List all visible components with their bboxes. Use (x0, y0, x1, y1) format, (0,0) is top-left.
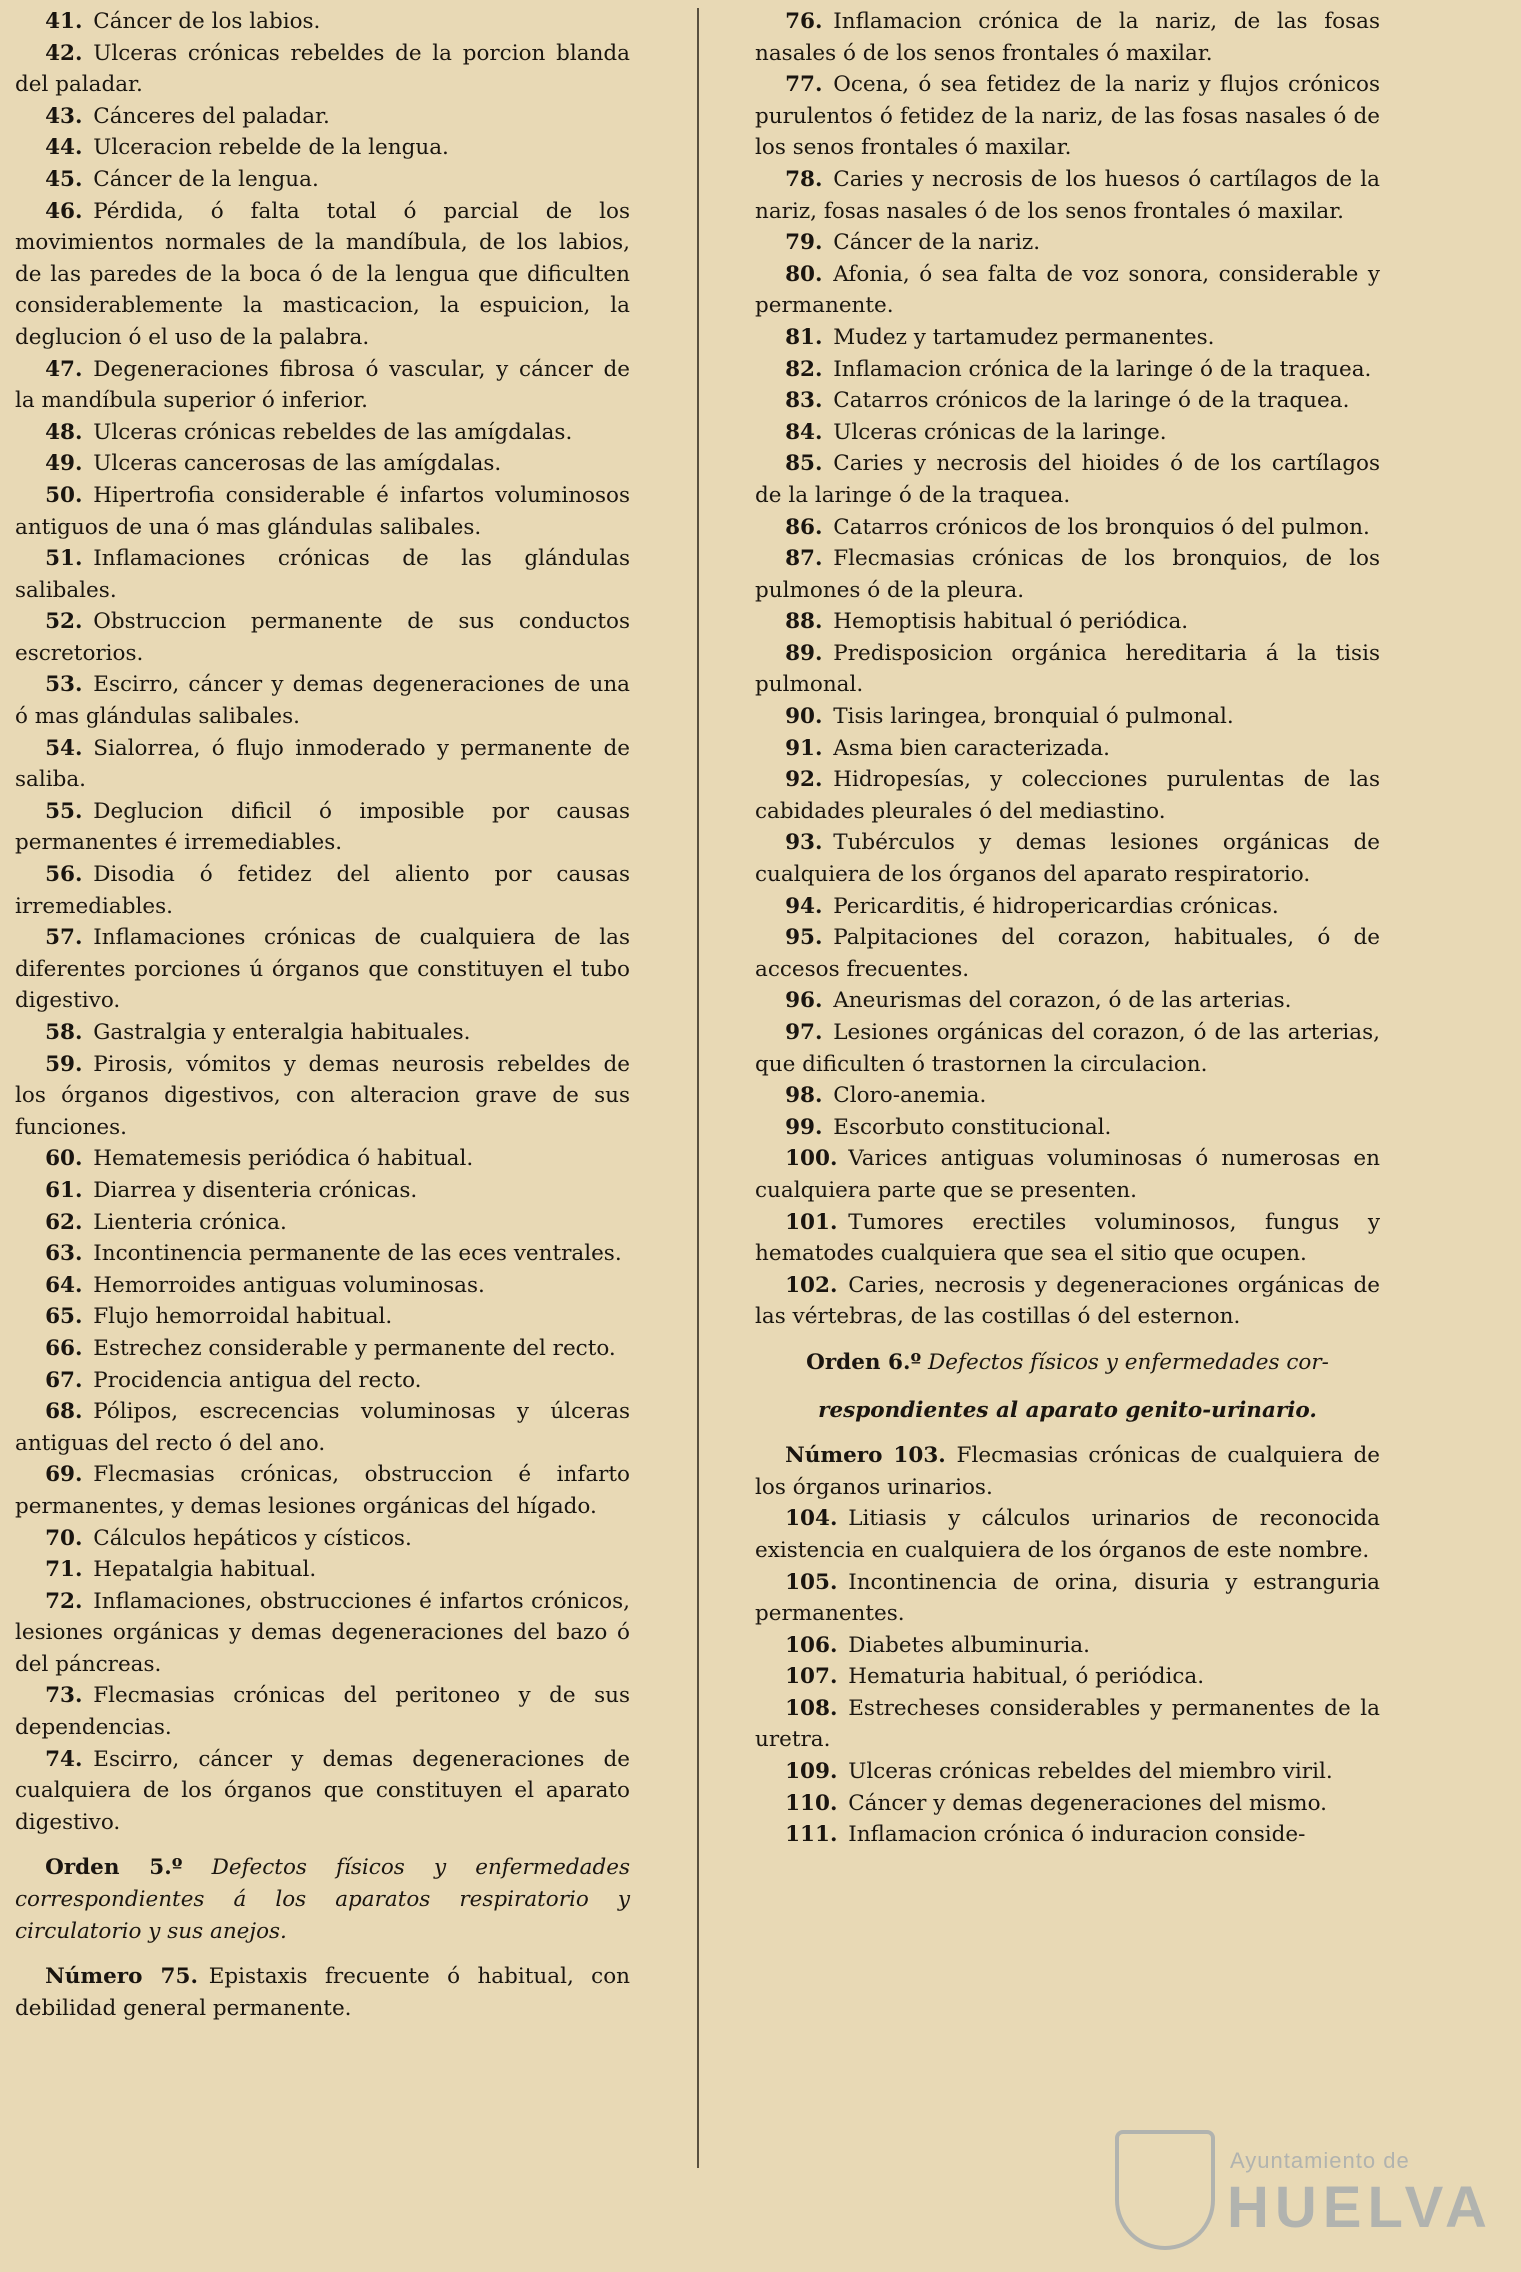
item-text: Cáncer y demas degeneraciones del mismo. (848, 1790, 1327, 1816)
item-number: 65. (45, 1304, 83, 1330)
item-number: 54. (45, 735, 83, 761)
item-text: Escorbuto constitucional. (833, 1114, 1112, 1140)
item-text: Escirro, cáncer y demas degeneraciones de una ó mas glándulas salibales. (15, 672, 630, 730)
item-text: Hematuria habitual, ó periódica. (848, 1664, 1205, 1690)
list-item (755, 448, 1380, 511)
item-number: 99. (785, 1114, 823, 1140)
item-text: Cáncer de la lengua. (93, 166, 319, 192)
item-text: Diabetes albuminuria. (848, 1632, 1090, 1658)
item-text: Ulceras crónicas rebeldes del miembro viril. (848, 1759, 1333, 1785)
section-title: Defectos físicos y enfermedades correspondientes á los aparatos respiratorio y circulatorio y sus anejos. (15, 1855, 630, 1944)
item-text: Ocena, ó sea fetidez de la nariz y flujos crónicos purulentos ó fetidez de la nariz, de las fosas nasales ó de los senos frontales ó maxilar. (755, 72, 1380, 161)
item-number: 109. (785, 1759, 838, 1785)
left-item-list (15, 6, 630, 1838)
item-number: 72. (45, 1588, 83, 1614)
section-label: Orden 5.º (45, 1855, 183, 1881)
list-item (755, 1567, 1380, 1630)
item-number: 44. (45, 135, 83, 161)
item-number: 68. (45, 1399, 83, 1425)
list-item (15, 132, 630, 164)
item-text: Inflamaciones crónicas de cualquiera de las diferentes porciones ú órganos que constituyen el tubo digestivo. (15, 925, 630, 1014)
section-heading-orden-5 (15, 1852, 630, 1947)
list-item (755, 164, 1380, 227)
item-text: Escirro, cáncer y demas degeneraciones de cualquiera de los órganos que constituyen el aparato digestivo. (15, 1746, 630, 1835)
item-text: Flecmasias crónicas del peritoneo y de sus dependencias. (15, 1683, 630, 1741)
item-number: 110. (785, 1790, 838, 1816)
item-number: 46. (45, 198, 83, 224)
item-text: Cáncer de la nariz. (833, 230, 1041, 256)
shield-icon (1115, 2130, 1215, 2250)
item-number: Número 75. (45, 1964, 198, 1990)
item-number: 41. (45, 9, 83, 34)
item-number: 49. (45, 451, 83, 477)
item-text: Inflamacion crónica de la nariz, de las fosas nasales ó de los senos frontales ó maxilar. (755, 9, 1380, 66)
item-number: 43. (45, 103, 83, 129)
right-column (755, 6, 1380, 1851)
list-item (755, 701, 1380, 733)
list-item (15, 101, 630, 133)
item-text: Incontinencia de orina, disuria y estranguria permanentes. (755, 1569, 1380, 1627)
item-number: 73. (45, 1683, 83, 1709)
item-text: Pirosis, vómitos y demas neurosis rebeldes de los órganos digestivos, con alteracion grave de sus funciones. (15, 1051, 630, 1140)
item-text: Flecmasias crónicas de cualquiera de los órganos urinarios. (755, 1443, 1380, 1500)
column-divider (697, 8, 699, 2168)
item-number: 45. (45, 166, 83, 192)
item-number: 97. (785, 1020, 823, 1045)
list-item (15, 543, 630, 606)
item-number: 62. (45, 1209, 83, 1235)
item-text: Cloro-anemia. (833, 1083, 987, 1109)
list-item (755, 1270, 1380, 1333)
item-text: Tumores erectiles voluminosos, fungus y hematodes cualquiera que sea el sitio que ocupen. (755, 1209, 1380, 1267)
list-item (15, 1680, 630, 1743)
list-item (15, 1396, 630, 1459)
list-item (755, 1207, 1380, 1270)
item-text: Ulceras cancerosas de las amígdalas. (93, 451, 502, 477)
list-item (755, 1819, 1380, 1851)
item-number: 82. (785, 356, 823, 382)
item-number: 47. (45, 356, 83, 382)
item-text: Pericarditis, é hidropericardias crónicas. (833, 893, 1279, 919)
section-title-line1: Defectos físicos y enfermedades cor- (928, 1349, 1329, 1375)
section-label: Orden 6.º (806, 1349, 922, 1375)
item-number: 98. (785, 1083, 823, 1109)
list-item (755, 1756, 1380, 1788)
item-number: 84. (785, 419, 823, 445)
item-text: Lesiones orgánicas del corazon, ó de las arterias, que dificulten ó trastornen la circulacion. (755, 1020, 1380, 1077)
item-text: Palpitaciones del corazon, habituales, ó de accesos frecuentes. (755, 925, 1380, 982)
item-text: Disodia ó fetidez del aliento por causas irremediables. (15, 862, 630, 919)
list-item (15, 1143, 630, 1175)
item-number: 51. (45, 546, 83, 572)
list-item (755, 385, 1380, 417)
list-item (15, 1586, 630, 1681)
list-item (755, 259, 1380, 322)
item-text: Flecmasias crónicas de los bronquios, de los pulmones ó de la pleura. (755, 546, 1380, 603)
item-number: 57. (45, 925, 83, 951)
list-item (15, 796, 630, 859)
item-number: 71. (45, 1557, 83, 1583)
list-item (15, 606, 630, 669)
item-text: Inflamacion crónica de la laringe ó de la traquea. (833, 356, 1372, 382)
list-item (755, 543, 1380, 606)
item-text: Incontinencia permanente de las eces ventrales. (93, 1241, 622, 1267)
item-number: 90. (785, 704, 823, 730)
item-number: 88. (785, 609, 823, 635)
item-text: Obstruccion permanente de sus conductos escretorios. (15, 609, 630, 666)
list-item (15, 1301, 630, 1333)
list-item (15, 448, 630, 480)
list-item (755, 1080, 1380, 1112)
item-text: Degeneraciones fibrosa ó vascular, y cáncer de la mandíbula superior ó inferior. (15, 356, 630, 414)
item-number: 63. (45, 1241, 83, 1267)
item-text: Procidencia antigua del recto. (93, 1367, 422, 1393)
left-column (15, 6, 630, 2024)
item-number: 67. (45, 1367, 83, 1393)
item-number: 42. (45, 40, 83, 66)
item-number: 80. (785, 261, 823, 287)
item-text: Estrecheses considerables y permanentes de la uretra. (755, 1695, 1380, 1753)
item-text: Afonia, ó sea falta de voz sonora, considerable y permanente. (755, 261, 1380, 319)
item-text: Catarros crónicos de los bronquios ó del pulmon. (833, 514, 1370, 540)
list-item (15, 1270, 630, 1302)
item-text: Hemorroides antiguas voluminosas. (93, 1272, 485, 1298)
item-text: Tubérculos y demas lesiones orgánicas de cualquiera de los órganos del aparato respiratorio. (755, 830, 1380, 888)
item-number: 50. (45, 482, 83, 508)
list-item (755, 69, 1380, 164)
list-item (15, 480, 630, 543)
list-item (15, 1554, 630, 1586)
item-number: 58. (45, 1020, 83, 1045)
list-item (755, 354, 1380, 386)
item-number: 81. (785, 324, 823, 350)
list-item (15, 1175, 630, 1207)
list-item (15, 1365, 630, 1397)
item-number: 64. (45, 1272, 83, 1298)
item-number: 92. (785, 767, 823, 793)
item-number: Número 103. (785, 1443, 946, 1469)
list-item (15, 1049, 630, 1144)
item-text: Epistaxis frecuente ó habitual, con debilidad general permanente. (15, 1964, 630, 2021)
item-text: Pérdida, ó falta total ó parcial de los movimientos normales de la mandíbula, de los labios, de las paredes de la boca ó de la lengua que dificulten considerablemente la masticacion, la espuicion, la deglucion ó el uso de la palabra. (15, 198, 630, 350)
item-text: Varices antiguas voluminosas ó numerosas en cualquiera parte que se presenten. (755, 1146, 1380, 1203)
item-number: 91. (785, 735, 823, 761)
list-item (15, 354, 630, 417)
item-number: 105. (785, 1569, 838, 1595)
item-number: 107. (785, 1664, 838, 1690)
list-item (755, 764, 1380, 827)
item-number: 77. (785, 72, 823, 98)
item-number: 60. (45, 1146, 83, 1172)
item-text: Inflamacion crónica ó induracion conside- (848, 1822, 1306, 1848)
item-number: 61. (45, 1177, 83, 1203)
item-number: 96. (785, 988, 823, 1014)
item-text: Caries y necrosis del hioides ó de los cartílagos de la laringe ó de la traquea. (755, 451, 1380, 508)
item-number: 70. (45, 1525, 83, 1551)
item-number: 100. (785, 1146, 838, 1172)
right-tail-list (755, 1440, 1380, 1851)
list-item (15, 1523, 630, 1555)
list-item (755, 1693, 1380, 1756)
item-text: Predisposicion orgánica hereditaria á la tisis pulmonal. (755, 640, 1380, 698)
item-number: 106. (785, 1632, 838, 1658)
item-text: Estrechez considerable y permanente del recto. (93, 1335, 616, 1361)
item-number: 108. (785, 1695, 838, 1721)
item-text: Inflamaciones crónicas de las glándulas salibales. (15, 546, 630, 603)
item-number: 79. (785, 230, 823, 256)
item-text: Hidropesías, y colecciones purulentas de las cabidades pleurales ó del mediastino. (755, 767, 1380, 824)
item-text: Tisis laringea, bronquial ó pulmonal. (833, 704, 1234, 730)
list-item (15, 1459, 630, 1522)
item-number: 48. (45, 419, 83, 445)
item-text: Aneurismas del corazon, ó de las arterias. (833, 988, 1292, 1014)
watermark-line1: Ayuntamiento de (1230, 2148, 1410, 2173)
list-item (755, 638, 1380, 701)
item-text: Lienteria crónica. (93, 1209, 287, 1235)
list-item (15, 922, 630, 1017)
item-text: Sialorrea, ó flujo inmoderado y permanente de saliba. (15, 735, 630, 793)
item-text: Ulceras crónicas de la laringe. (833, 419, 1167, 445)
list-item (755, 6, 1380, 69)
list-item (755, 1440, 1380, 1503)
item-text: Hemoptisis habitual ó periódica. (833, 609, 1189, 635)
list-item (755, 1661, 1380, 1693)
watermark-logo (1115, 2130, 1495, 2250)
list-item (15, 1017, 630, 1049)
list-item (755, 922, 1380, 985)
item-number: 104. (785, 1506, 838, 1532)
list-item (15, 196, 630, 354)
right-item-list (755, 6, 1380, 1333)
item-number: 69. (45, 1462, 83, 1488)
list-item (755, 985, 1380, 1017)
item-number: 76. (785, 9, 823, 34)
list-item (15, 733, 630, 796)
list-item (755, 227, 1380, 259)
item-text: Cálculos hepáticos y císticos. (93, 1525, 412, 1551)
item-number: 59. (45, 1051, 83, 1077)
item-text: Asma bien caracterizada. (833, 735, 1110, 761)
item-number: 111. (785, 1822, 838, 1848)
item-number: 85. (785, 451, 823, 477)
list-item (15, 417, 630, 449)
item-number: 52. (45, 609, 83, 635)
list-item (755, 1112, 1380, 1144)
list-item (755, 827, 1380, 890)
item-number: 55. (45, 798, 83, 824)
section-heading-orden-6 (755, 1347, 1380, 1426)
item-number: 87. (785, 546, 823, 572)
item-text: Hematemesis periódica ó habitual. (93, 1146, 474, 1172)
list-item (755, 1143, 1380, 1206)
list-item (755, 733, 1380, 765)
item-number: 53. (45, 672, 83, 698)
list-item (755, 606, 1380, 638)
item-text: Catarros crónicos de la laringe ó de la traquea. (833, 388, 1350, 414)
item-number: 78. (785, 166, 823, 192)
item-text: Ulceras crónicas rebeldes de las amígdalas. (93, 419, 573, 445)
list-item (15, 669, 630, 732)
item-text: Inflamaciones, obstrucciones é infartos crónicos, lesiones orgánicas y demas degeneraciones del bazo ó del páncreas. (15, 1588, 630, 1677)
list-item (755, 417, 1380, 449)
item-number: 74. (45, 1746, 83, 1772)
item-text: Caries y necrosis de los huesos ó cartílagos de la nariz, fosas nasales ó de los senos frontales ó maxilar. (755, 166, 1380, 224)
item-text: Mudez y tartamudez permanentes. (833, 324, 1215, 350)
item-text: Pólipos, escrecencias voluminosas y úlceras antiguas del recto ó del ano. (15, 1399, 630, 1456)
list-item (755, 322, 1380, 354)
item-number: 56. (45, 862, 83, 888)
item-number: 89. (785, 640, 823, 666)
item-number: 86. (785, 514, 823, 540)
item-text: Deglucion dificil ó imposible por causas permanentes é irremediables. (15, 798, 630, 856)
item-text: Diarrea y disenteria crónicas. (93, 1177, 418, 1203)
list-item (15, 859, 630, 922)
item-text: Litiasis y cálculos urinarios de reconocida existencia en cualquiera de los órganos de este nombre. (755, 1506, 1380, 1563)
item-text: Flujo hemorroidal habitual. (93, 1304, 393, 1330)
item-number: 93. (785, 830, 823, 856)
watermark-line2: HUELVA (1227, 2175, 1493, 2240)
item-text: Ulceras crónicas rebeldes de la porcion blanda del paladar. (15, 40, 630, 98)
list-item (15, 6, 630, 38)
item-text: Cáncer de los labios. (93, 9, 321, 34)
item-number: 66. (45, 1335, 83, 1361)
section-title-line2: respondientes al aparato genito-urinario. (818, 1397, 1317, 1423)
list-item (15, 1744, 630, 1839)
list-item (15, 38, 630, 101)
item-number: 83. (785, 388, 823, 414)
item-text: Caries, necrosis y degeneraciones orgánicas de las vértebras, de las costillas ó del esternon. (755, 1272, 1380, 1330)
list-item (755, 1017, 1380, 1080)
list-item (755, 1503, 1380, 1566)
item-text: Cánceres del paladar. (93, 103, 330, 129)
item-number: 101. (785, 1209, 838, 1235)
list-item (15, 164, 630, 196)
list-item (15, 1238, 630, 1270)
list-item (15, 1207, 630, 1239)
item-text: Flecmasias crónicas, obstruccion é infarto permanentes, y demas lesiones orgánicas del hígado. (15, 1462, 630, 1519)
list-item (755, 512, 1380, 544)
list-item (755, 1788, 1380, 1820)
list-item (755, 891, 1380, 923)
item-number: 102. (785, 1272, 838, 1298)
item-text: Gastralgia y enteralgia habituales. (93, 1020, 471, 1045)
list-item (15, 1961, 630, 2024)
item-text: Ulceracion rebelde de la lengua. (93, 135, 449, 161)
list-item (755, 1630, 1380, 1662)
item-text: Hepatalgia habitual. (93, 1557, 317, 1583)
item-number: 95. (785, 925, 823, 951)
list-item (15, 1333, 630, 1365)
item-text: Hipertrofia considerable é infartos voluminosos antiguos de una ó mas glándulas salibales. (15, 482, 630, 540)
item-number: 94. (785, 893, 823, 919)
